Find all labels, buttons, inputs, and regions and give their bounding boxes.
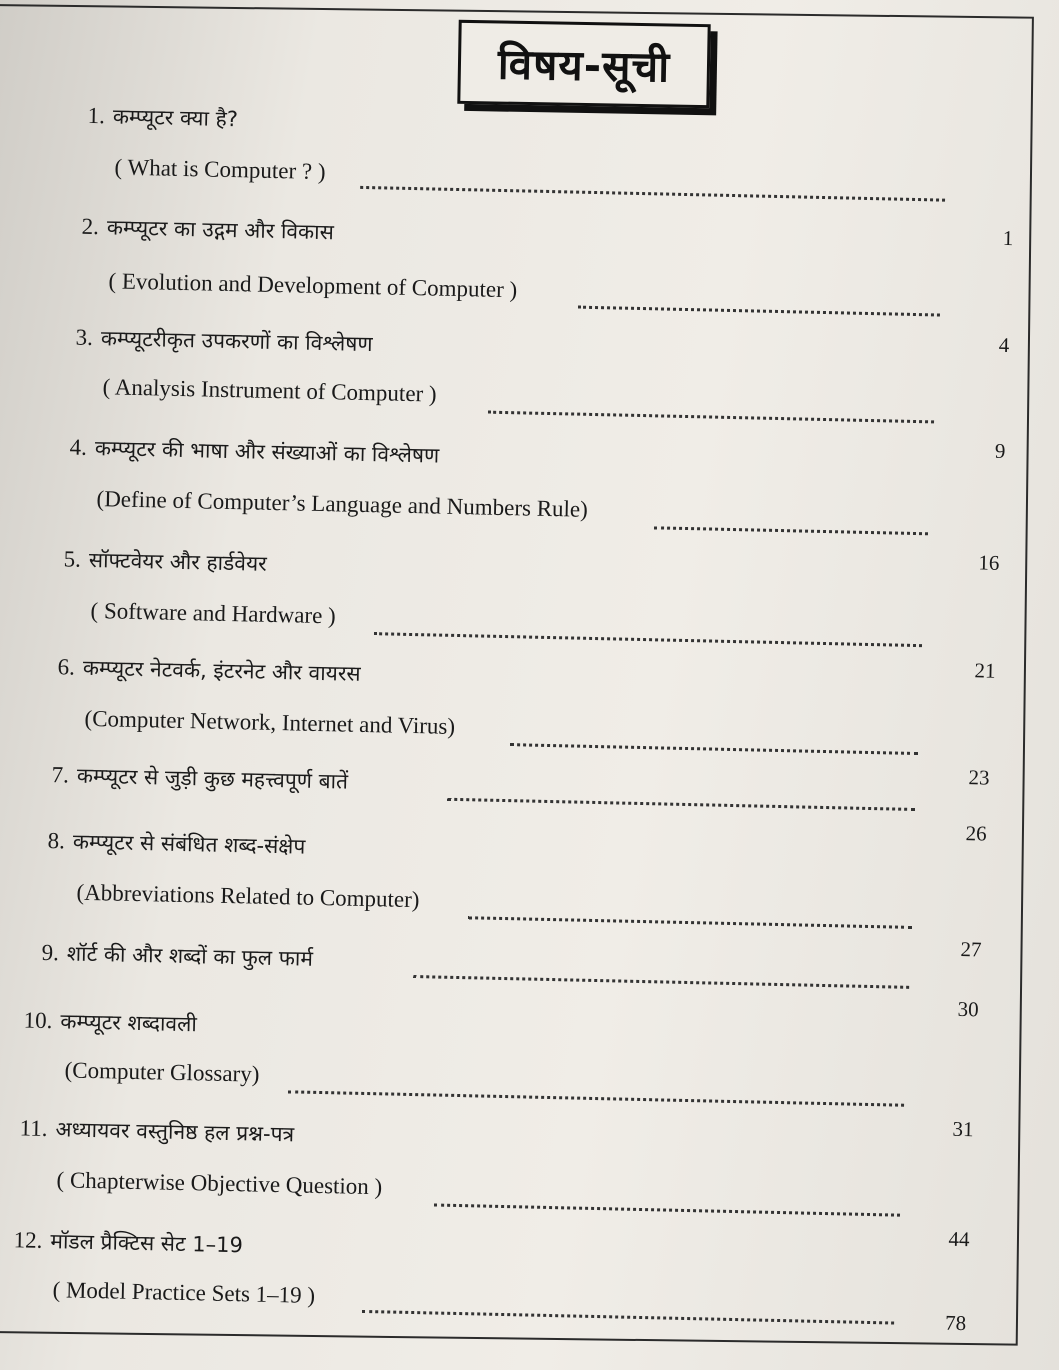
entry-english-title: (Abbreviations Related to Computer) [76, 879, 420, 913]
leader-dots [447, 798, 915, 811]
entry-number: 5. [63, 546, 82, 572]
entry-hindi-text: कम्प्यूटर से संबंधित शब्द-संक्षेप [72, 829, 306, 859]
entry-hindi-text: अध्यायवर वस्तुनिष्ठ हल प्रश्न-पत्र [55, 1117, 295, 1147]
entry-hindi-text: कम्प्यूटर का उद्गम और विकास [106, 215, 335, 245]
entry-hindi-title [81, 213, 334, 246]
entry-hindi-title [63, 545, 267, 577]
entry-hindi-text: शॉर्ट की और शब्दों का फुल फार्म [66, 941, 314, 971]
entry-english-title: ( Software and Hardware ) [90, 597, 337, 629]
entry-page-number: 27 [960, 936, 982, 962]
entry-english-title: (Computer Network, Internet and Virus) [84, 705, 456, 739]
leader-dots [413, 975, 909, 989]
entry-hindi-title [57, 653, 361, 688]
entry-hindi-text: कम्प्यूटरीकृत उपकरणों का विश्लेषण [100, 326, 373, 357]
leader-dots [360, 186, 945, 202]
entry-english-title: ( Chapterwise Objective Question ) [56, 1167, 383, 1200]
entry-hindi-title [87, 102, 238, 133]
entry-hindi-title [41, 939, 313, 973]
entry-hindi-title [69, 434, 439, 470]
entry-hindi-text: कम्प्यूटर नेटवर्क, इंटरनेट और वायरस [82, 655, 361, 686]
leader-dots [374, 632, 922, 647]
entry-number: 11. [19, 1115, 48, 1142]
leader-dots [362, 1310, 894, 1325]
entry-english-title: (Define of Computer’s Language and Numbers Rule) [96, 486, 589, 522]
entry-english-title: ( Evolution and Development of Computer ) [108, 268, 518, 303]
toc-entry-12 [0, 1226, 1059, 1336]
entry-number: 12. [13, 1227, 43, 1253]
entry-hindi-title [75, 324, 373, 358]
leader-dots [434, 1203, 900, 1216]
entry-page-number: 31 [952, 1116, 974, 1142]
leader-dots [288, 1090, 904, 1106]
leader-dots [654, 526, 928, 535]
entry-page-number: 16 [978, 550, 1000, 575]
entry-number: 6. [57, 654, 76, 680]
entry-hindi-text: सॉफ्टवेयर और हार्डवेयर [88, 547, 268, 576]
entry-hindi-title [19, 1114, 294, 1148]
entry-hindi-text: कम्प्यूटर शब्दावली [60, 1009, 198, 1037]
leader-dots [578, 306, 940, 317]
entry-hindi-text: कम्प्यूटर से जुड़ी कुछ महत्त्वपूर्ण बातें [76, 763, 349, 794]
leader-dots [468, 916, 912, 929]
entry-number: 4. [69, 434, 88, 460]
entry-page-number: 1 [1002, 225, 1014, 251]
leader-dots [488, 411, 934, 424]
entry-page-number: 78 [944, 1310, 967, 1336]
entry-number: 2. [81, 213, 100, 240]
entry-hindi-title [23, 1007, 197, 1039]
entry-number: 3. [75, 324, 94, 351]
entry-page-number: 23 [968, 765, 990, 790]
entry-page-number: 30 [957, 996, 979, 1022]
leader-dots [510, 743, 918, 755]
entry-hindi-text: कम्प्यूटर की भाषा और संख्याओं का विश्लेषण [94, 436, 440, 468]
entry-number: 8. [47, 828, 66, 854]
entry-hindi-title [47, 827, 305, 861]
entry-page-number: 4 [998, 332, 1010, 358]
page-title: विषय-सूची [497, 39, 671, 91]
entry-page-number: 9 [994, 438, 1006, 463]
entry-number: 7. [51, 762, 70, 788]
entry-number: 9. [41, 939, 60, 966]
entry-hindi-title [13, 1226, 243, 1259]
entry-hindi-text: मॉडल प्रैक्टिस सेट 1–19 [50, 1229, 244, 1258]
entry-number: 10. [23, 1007, 53, 1034]
entry-page-number: 26 [965, 821, 987, 846]
entry-hindi-text: कम्प्यूटर क्या है? [112, 104, 239, 132]
entry-page-number: 44 [948, 1226, 970, 1252]
entry-hindi-title [51, 761, 348, 795]
entry-page-number: 21 [974, 658, 996, 683]
entry-english-title: ( Analysis Instrument of Computer ) [102, 374, 437, 407]
entry-number: 1. [87, 102, 106, 129]
entry-english-title: ( Model Practice Sets 1–19 ) [52, 1277, 316, 1308]
entry-english-title: ( What is Computer ? ) [114, 154, 326, 185]
entry-english-title: (Computer Glossary) [64, 1057, 260, 1087]
